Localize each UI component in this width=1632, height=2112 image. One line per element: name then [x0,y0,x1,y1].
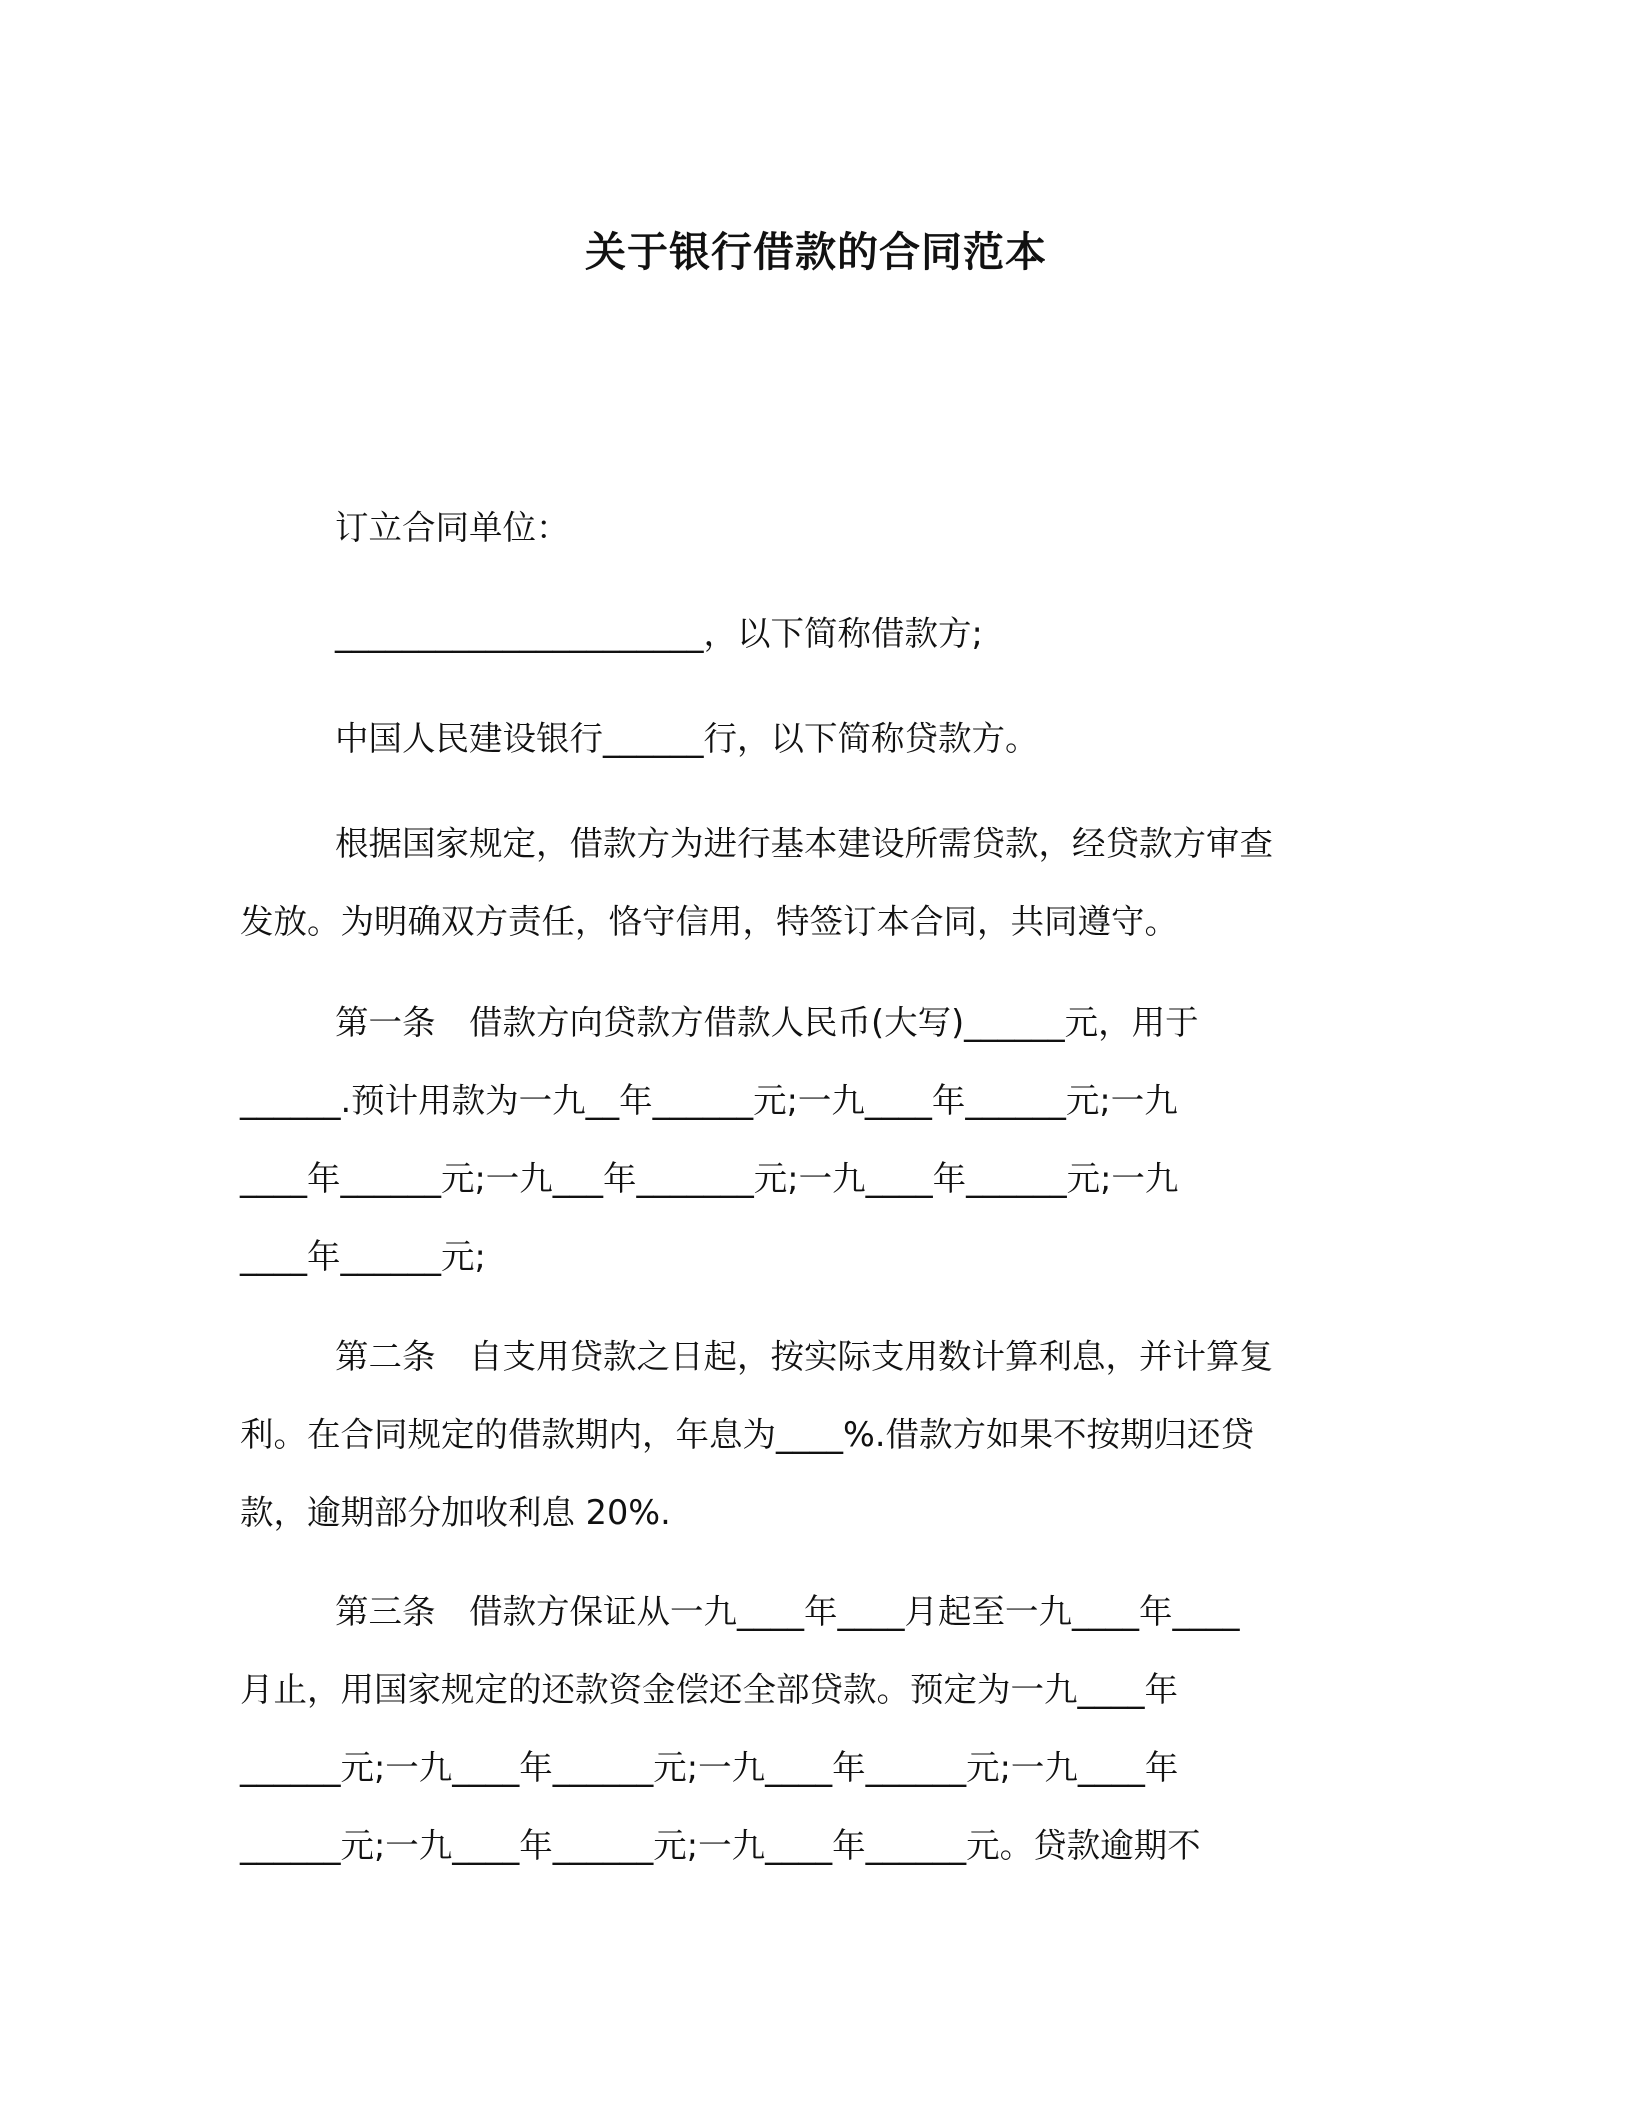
paragraph-line: 第二条 自支用贷款之日起，按实际支用数计算利息，并计算复 [335,1337,1273,1376]
parties-heading-text: 订立合同单位： [335,508,570,547]
paragraph-line: 根据国家规定，借款方为进行基本建设所需贷款，经贷款方审查 [335,824,1273,863]
lender-line-text: 中国人民建设银行______行，以下简称贷款方。 [335,719,1039,758]
paragraph-line: ____年______元; [240,1237,486,1276]
paragraph-line: 月止，用国家规定的还款资金偿还全部贷款。预定为一九____年 [240,1670,1178,1709]
paragraph-line: 第一条 借款方向贷款方借款人民币(大写)______元，用于 [335,1003,1199,1042]
paragraph-line: 第三条 借款方保证从一九____年____月起至一九____年____ [335,1592,1240,1631]
document-title: 关于银行借款的合同范本 [585,228,1047,276]
borrower-line-text: ______________________，以下简称借款方; [335,614,983,653]
paragraph-line: ______元;一九____年______元;一九____年______元;一九____年 [240,1748,1179,1787]
paragraph-line: ______元;一九____年______元;一九____年______元。贷款逾期不 [240,1826,1201,1865]
paragraph-line: 发放。为明确双方责任，恪守信用，特签订本合同，共同遵守。 [240,902,1178,941]
paragraph-line: ______.预计用款为一九__年______元;一九____年______元;一九 [240,1081,1178,1120]
paragraph-line: ____年______元;一九___年_______元;一九____年______元;一九 [240,1159,1179,1198]
paragraph-line: 利。在合同规定的借款期内，年息为____%.借款方如果不按期归还贷 [240,1415,1254,1454]
paragraph-line: 款，逾期部分加收利息 20%. [240,1493,671,1532]
